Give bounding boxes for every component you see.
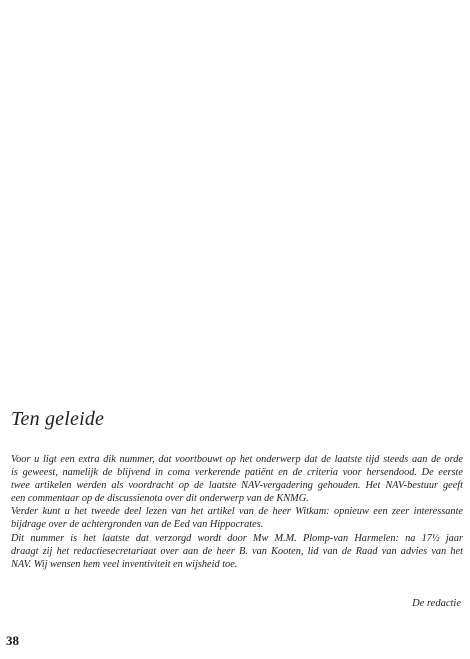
- text-line: draagt zij het redactiesecretariaat over aan de heer B. van Kooten, lid van de Raad van advies van het: [11, 545, 463, 557]
- text-line: is geweest, namelijk de blijvend in coma verkerende patiënt en de criteria voor hersendood. De eerste: [11, 467, 463, 479]
- body-text: [11, 453, 463, 571]
- paragraph-intro: [11, 453, 463, 505]
- text-line: Voor u ligt een extra dik nummer, dat voortbouwt op het onderwerp dat de laatste tijd steeds aan de orde: [11, 454, 463, 465]
- paragraph-witkam: [11, 505, 463, 531]
- text-line: Dit nummer is het laatste dat verzorgd wordt door Mw M.M. Plomp-van Harmelen: na 17½ jaar: [11, 532, 463, 544]
- text-line: twee artikelen werden als voordracht op de laatste NAV-vergadering gehouden. Het NAV-bestuur geeft: [11, 480, 463, 492]
- page-number: 38: [6, 633, 19, 648]
- text-line: bijdrage over de achtergronden van de Eed van Hippocrates.: [11, 519, 264, 531]
- page-title: Ten geleide: [11, 408, 105, 430]
- text-line: een commentaar op de discussienota over dit onderwerp van de KNMG.: [11, 493, 309, 505]
- paragraph-farewell: [11, 532, 463, 571]
- text-line: NAV. Wij wensen hem veel inventiviteit en wijsheid toe.: [11, 558, 238, 570]
- signature: De redactie: [412, 598, 461, 609]
- text-line: Verder kunt u het tweede deel lezen van het artikel van de heer Witkam: opnieuw een zeer interessante: [11, 506, 463, 518]
